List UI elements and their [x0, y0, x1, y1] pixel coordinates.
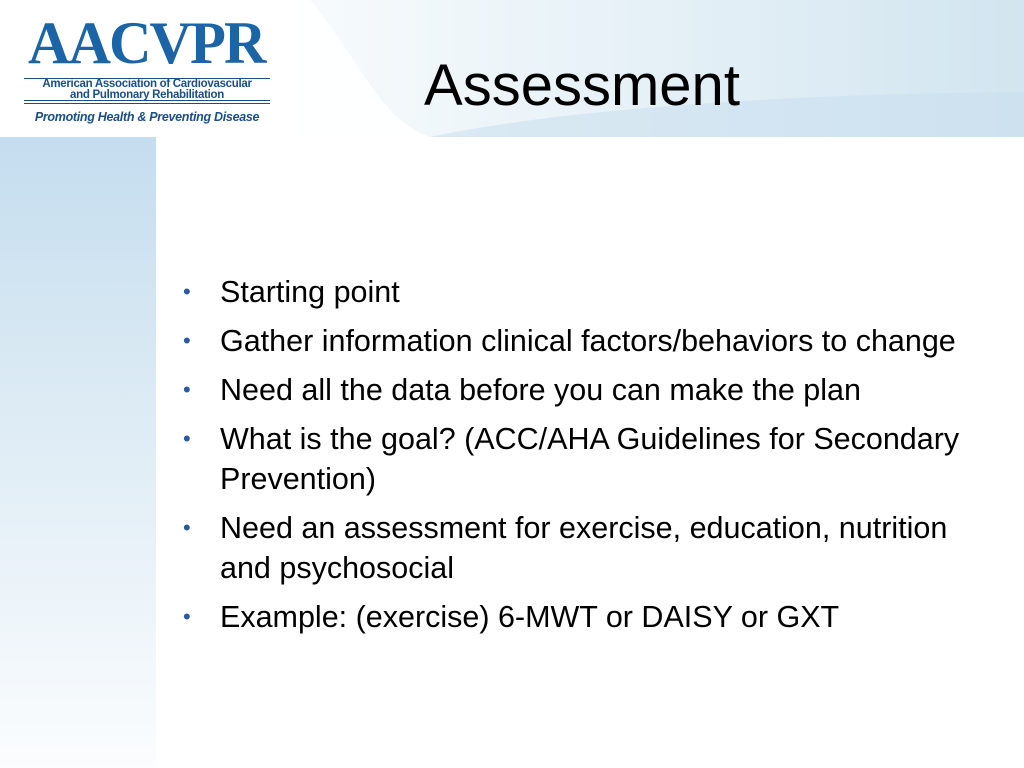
logo-name-line-1: American Association of Cardiovascular [42, 78, 252, 90]
logo-rule [24, 103, 270, 104]
logo-name-line-2: and Pulmonary Rehabilitation [70, 89, 224, 101]
bullet-dot-icon: • [183, 515, 191, 540]
bullet-text: Starting point [220, 275, 400, 309]
bullet-item [183, 597, 973, 637]
bullet-text: Need all the data before you can make the plan [220, 373, 861, 407]
bullet-text: Example: (exercise) 6-MWT or DAISY or GXT [220, 600, 840, 634]
bullet-dot-icon: • [183, 328, 191, 353]
bullet-text: What is the goal? (ACC/AHA Guidelines for Secondary Prevention) [220, 422, 960, 496]
bullet-text: Gather information clinical factors/behaviors to change [220, 324, 956, 358]
aacvpr-logo [22, 12, 274, 130]
bullet-item [183, 272, 973, 312]
slide-title: Assessment [424, 53, 740, 118]
bullet-list [183, 272, 973, 646]
bullet-item [183, 370, 973, 410]
bullet-item [183, 419, 973, 499]
bullet-dot-icon: • [183, 279, 191, 304]
logo-rule [24, 100, 270, 101]
logo-tagline: Promoting Health & Preventing Disease [34, 110, 260, 124]
bullet-dot-icon: • [183, 377, 191, 402]
bullet-text: Need an assessment for exercise, education, nutrition and psychosocial [220, 511, 948, 585]
logo-organization-name [24, 79, 270, 101]
bullet-item [183, 508, 973, 588]
bullet-dot-icon: • [183, 604, 191, 629]
bullet-item [183, 321, 973, 361]
logo-mark: AACVPR [28, 10, 265, 76]
bullet-dot-icon: • [183, 426, 191, 451]
left-decorative-band [0, 137, 156, 768]
